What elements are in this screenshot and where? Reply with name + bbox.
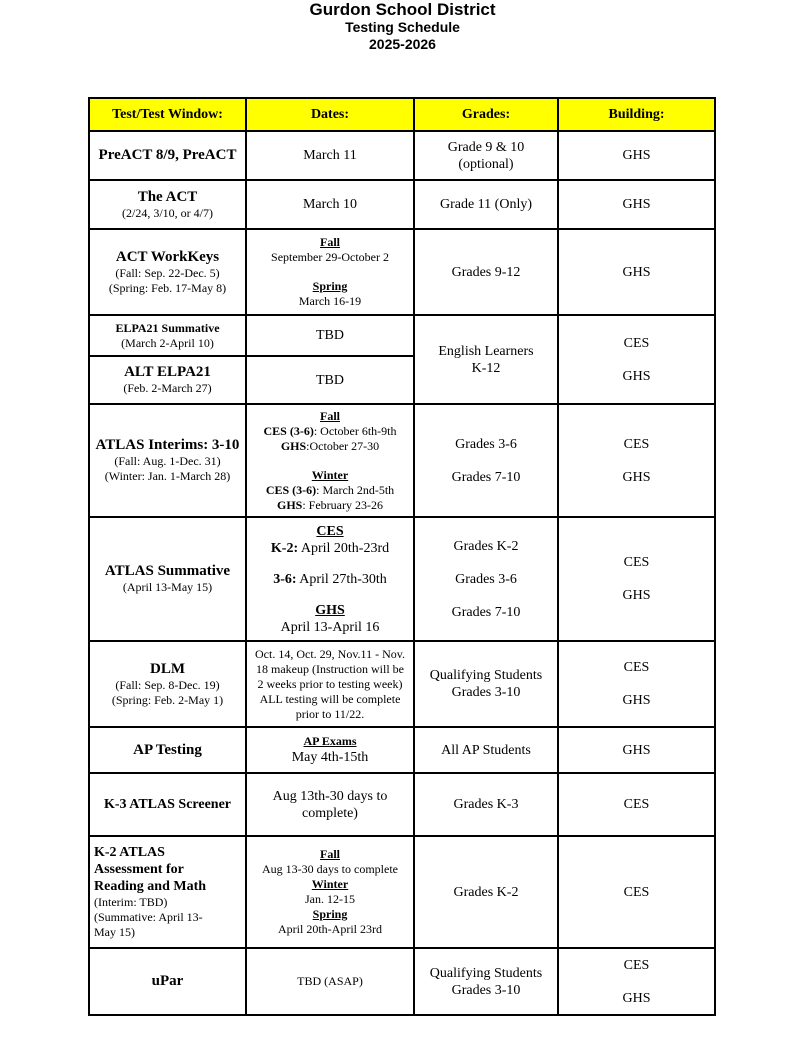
grades-cell (414, 517, 558, 641)
dates-text: TBD (ASAP) (297, 974, 363, 988)
building-text: GHS (622, 264, 651, 280)
test-window: (Spring: Feb. 2-May 1) (111, 692, 224, 707)
building-text: GHS (622, 469, 651, 485)
grades-text: Grades K-2 (453, 884, 519, 900)
season-label: Winter (311, 467, 349, 482)
table-row (89, 727, 715, 773)
dates-text: May 4th-15th (291, 750, 369, 765)
grades-cell (414, 641, 558, 727)
table-row (89, 641, 715, 727)
table-row (89, 948, 715, 1015)
test-window: (Interim: TBD) (94, 895, 168, 909)
dates-line: 3-6: April 27th-30th (273, 571, 387, 587)
dates-text: March 10 (302, 197, 358, 212)
dates-cell (246, 356, 414, 404)
building-cell (558, 773, 715, 836)
grades-text: Grades 3-10 (451, 982, 521, 998)
test-window: (April 13-May 15) (122, 580, 213, 594)
grades-text: Grade 9 & 10 (447, 139, 525, 155)
dates-text: March 16-19 (298, 294, 362, 308)
table-row (89, 517, 715, 641)
building-cell (558, 948, 715, 1015)
dates-cell (246, 948, 414, 1015)
grades-text: Grades 7-10 (451, 469, 521, 485)
grades-text: All AP Students (441, 742, 531, 758)
grades-text: Grades 3-10 (451, 685, 521, 700)
season-label: Fall (320, 235, 340, 249)
test-cell (89, 948, 246, 1015)
grades-text: K-12 (471, 360, 501, 376)
test-name: K-2 ATLAS (94, 845, 165, 860)
test-cell (89, 836, 246, 948)
dates-cell (246, 641, 414, 727)
season-label: Spring (312, 907, 348, 921)
building-text: CES (623, 555, 650, 570)
document-subtitle: Testing Schedule (345, 19, 460, 35)
test-window: (Summative: April 13- (94, 910, 203, 924)
test-name: AP Testing (133, 741, 202, 758)
dates-cell (246, 517, 414, 641)
building-text: CES (623, 957, 650, 973)
dates-cell (246, 404, 414, 517)
dates-text: Aug 13-30 days to complete (262, 862, 398, 876)
grades-text: Grade 11 (Only) (439, 197, 532, 212)
building-text: CES (623, 797, 650, 812)
test-window: (Fall: Sep. 8-Dec. 19) (115, 677, 220, 692)
dates-line: 18 makeup (Instruction will be (256, 661, 404, 676)
table-row (89, 180, 715, 229)
building-cell (558, 641, 715, 727)
test-name: ALT ELPA21 (124, 364, 211, 380)
dates-text: April 20th-April 23rd (278, 922, 382, 936)
test-name: ATLAS Interims: 3-10 (95, 437, 240, 453)
test-cell (89, 641, 246, 727)
test-cell (89, 229, 246, 315)
grades-cell (414, 727, 558, 773)
grades-text: Grades 3-6 (455, 436, 517, 452)
grades-cell (414, 180, 558, 229)
dates-cell (246, 773, 414, 836)
dates-text: TBD (316, 328, 344, 343)
dates-cell (246, 180, 414, 229)
test-cell (89, 727, 246, 773)
test-window: (Fall: Sep. 22-Dec. 5) (115, 265, 220, 280)
building-text: CES (623, 335, 650, 351)
dates-line: GHS:October 27-30 (280, 438, 380, 453)
test-cell (89, 404, 246, 517)
dates-line: K-2: April 20th-23rd (270, 540, 390, 556)
test-name: PreACT 8/9, PreACT (98, 147, 237, 163)
test-name: Reading and Math (94, 879, 207, 894)
dates-text: Jan. 12-15 (305, 892, 355, 906)
building-cell (558, 836, 715, 948)
table-row (89, 229, 715, 315)
dates-line: Aug 13th-30 days to (272, 788, 388, 804)
column-header-building: Building: (558, 98, 715, 131)
test-window: (Fall: Aug. 1-Dec. 31) (114, 454, 221, 468)
building-text: GHS (622, 197, 651, 212)
building-cell (558, 727, 715, 773)
test-name: uPar (151, 973, 184, 989)
grades-text: Grades 7-10 (451, 604, 521, 620)
testing-schedule-table (88, 97, 716, 1016)
test-name: The ACT (137, 188, 198, 205)
test-cell (89, 131, 246, 180)
building-text: GHS (622, 368, 651, 384)
dates-text: TBD (316, 372, 344, 388)
test-name: DLM (150, 660, 185, 677)
building-text: CES (623, 436, 650, 452)
test-cell (89, 356, 246, 404)
grades-note: (optional) (458, 156, 514, 172)
dates-line: CES (3-6): March 2nd-5th (265, 482, 395, 497)
grades-cell (414, 404, 558, 517)
district-title: Gurdon School District (309, 0, 496, 19)
dates-text: April 13-April 16 (280, 619, 380, 635)
dates-line: GHS: February 23-26 (277, 497, 383, 512)
grades-cell (414, 836, 558, 948)
grades-text: Grades K-3 (453, 797, 519, 812)
table-row (89, 836, 715, 948)
dates-line: CES (3-6): October 6th-9th (263, 423, 397, 438)
building-text: CES (623, 660, 650, 675)
dates-cell (246, 727, 414, 773)
building-text: GHS (622, 588, 651, 603)
test-name: ELPA21 Summative (115, 320, 220, 335)
dates-cell (246, 131, 414, 180)
dates-text: September 29-October 2 (271, 250, 389, 264)
test-window: May 15) (94, 925, 135, 939)
column-header-grades: Grades: (414, 98, 558, 131)
building-cell (558, 131, 715, 180)
building-cell (558, 404, 715, 517)
test-name: Assessment for (94, 862, 184, 877)
building-label: CES (316, 523, 344, 539)
dates-cell (246, 229, 414, 315)
building-text: GHS (622, 693, 651, 708)
dates-line: ALL testing will be complete (259, 691, 401, 706)
test-window: (March 2-April 10) (121, 335, 214, 350)
grades-cell (414, 131, 558, 180)
grades-cell (414, 773, 558, 836)
test-cell (89, 315, 246, 356)
test-window: (2/24, 3/10, or 4/7) (122, 205, 213, 220)
building-cell (558, 180, 715, 229)
season-label: Spring (312, 279, 348, 293)
season-label: Fall (320, 408, 340, 423)
grades-text: Qualifying Students (429, 965, 543, 981)
test-window: (Feb. 2-March 27) (123, 381, 212, 395)
test-name: K-3 ATLAS Screener (103, 797, 232, 812)
building-text: CES (623, 884, 650, 900)
test-window: (Winter: Jan. 1-March 28) (104, 469, 231, 483)
dates-text: March 11 (303, 148, 357, 163)
test-cell (89, 517, 246, 641)
grades-cell (414, 948, 558, 1015)
test-cell (89, 180, 246, 229)
test-cell (89, 773, 246, 836)
building-cell (558, 229, 715, 315)
grades-text: Grades 3-6 (455, 571, 517, 587)
column-header-dates: Dates: (246, 98, 414, 131)
grades-text: Grades 9-12 (451, 264, 521, 280)
dates-cell (246, 836, 414, 948)
season-label: Fall (320, 847, 340, 861)
building-label: GHS (315, 602, 345, 618)
table-row (89, 131, 715, 180)
table-row (89, 315, 715, 356)
building-cell (558, 517, 715, 641)
grades-text: Grades K-2 (453, 538, 519, 554)
grades-cell (414, 315, 558, 404)
building-text: GHS (622, 148, 651, 163)
table-header-row (89, 98, 715, 131)
column-header-test: Test/Test Window: (89, 98, 246, 131)
dates-line: Oct. 14, Oct. 29, Nov.11 - Nov. (255, 646, 405, 661)
test-name: ACT WorkKeys (115, 248, 220, 265)
test-window: (Spring: Feb. 17-May 8) (108, 280, 227, 295)
building-text: GHS (622, 990, 651, 1006)
test-name: ATLAS Summative (104, 563, 231, 579)
dates-line: prior to 11/22. (295, 706, 365, 721)
table-row (89, 773, 715, 836)
building-text: GHS (622, 742, 651, 758)
dates-line: 2 weeks prior to testing week) (257, 676, 403, 691)
school-year: 2025-2026 (369, 36, 436, 52)
building-cell (558, 315, 715, 404)
grades-text: English Learners (438, 343, 534, 359)
exam-label: AP Exams (303, 734, 357, 748)
season-label: Winter (311, 877, 349, 891)
dates-cell (246, 315, 414, 356)
dates-line: complete) (302, 805, 358, 821)
grades-text: Qualifying Students (429, 668, 543, 683)
table-row (89, 404, 715, 517)
grades-cell (414, 229, 558, 315)
